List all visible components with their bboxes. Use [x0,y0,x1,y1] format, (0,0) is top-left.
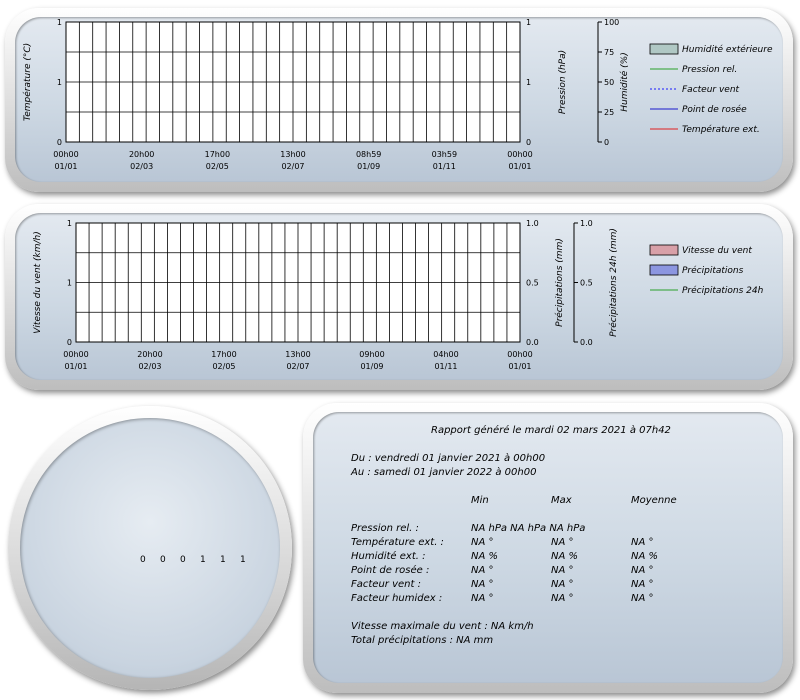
report-row-min: NA ° [471,579,494,590]
y-right1-tick-label: 1 [526,78,532,87]
x-tick-date: 01/01 [64,362,88,371]
dial-digit: 1 [220,555,226,565]
y-right1-axis-title: Pression (hPa) [558,49,568,115]
y-right1-tick-label: 0 [526,138,532,147]
wind-dial-inner [20,418,280,678]
report-row-max: NA ° [551,565,574,576]
x-tick-date: 02/05 [205,162,229,171]
report-row-avg: NA % [631,551,659,562]
report-row-max: NA % [551,551,579,562]
legend-label: Facteur vent [682,85,740,95]
x-tick-time: 00h00 [507,350,533,359]
report-row-max: NA ° [551,537,574,548]
legend-label: Précipitations [682,266,744,276]
report-row-min: NA % [471,551,499,562]
y-left-tick-label: 0 [66,338,72,347]
y-right2-tick-label: 0.5 [580,278,593,288]
report-col-avg: Moyenne [631,495,677,506]
x-tick-time: 13h00 [280,150,306,159]
x-tick-date: 01/09 [360,362,384,371]
x-tick-date: 02/07 [286,362,310,371]
report-row-min: NA hPa NA hPa NA hPa [471,523,586,534]
x-tick-time: 17h00 [211,350,237,359]
x-tick-time: 03h59 [431,150,458,159]
y-left-tick-label: 1 [56,78,62,87]
report-row-label: Température ext. : [351,537,444,548]
report-panel [303,403,793,693]
legend-label: Point de rosée [682,105,747,115]
legend-label: Pression rel. [682,65,738,75]
x-tick-time: 04h00 [433,350,459,359]
x-tick-time: 08h59 [355,150,382,159]
legend-label: Vitesse du vent [682,246,752,256]
report-row-max: NA ° [551,579,574,590]
y-left-axis-title: Température (°C) [23,42,33,122]
report-row-max: NA ° [551,593,574,604]
y-right1-tick-label: 0.0 [526,338,539,347]
report-total-rain: Total précipitations : NA mm [351,635,494,646]
x-tick-time: 13h00 [285,350,311,359]
y-right2-tick-label: 0.0 [580,338,593,347]
x-tick-time: 17h00 [204,150,231,159]
x-tick-date: 01/01 [54,162,78,171]
y-right1-axis-title: Précipitations (mm) [555,238,565,327]
y-right2-tick-label: 75 [604,48,615,57]
dial-digit: 1 [200,555,206,565]
y-right2-tick-label: 0 [604,138,610,147]
x-tick-time: 00h00 [63,350,89,359]
report-row-label: Humidité ext. : [351,551,426,562]
report-row-min: NA ° [471,593,494,604]
x-tick-time: 00h00 [53,150,79,159]
report-row-label: Facteur humidex : [351,593,443,604]
report-row-label: Point de rosée : [351,565,430,576]
report-col-max: Max [551,495,572,506]
report-row-avg: NA ° [631,565,654,576]
y-left-tick-label: 1 [66,219,72,228]
x-tick-date: 01/11 [434,362,458,371]
x-tick-date: 02/03 [138,362,162,371]
legend-label: Température ext. [682,125,760,135]
report-title: Rapport généré le mardi 02 mars 2021 à 07h42 [431,425,671,436]
report-col-min: Min [471,495,489,506]
x-tick-time: 09h00 [359,350,385,359]
wind-dial-panel [8,406,292,690]
x-tick-time: 00h00 [507,150,533,159]
y-right1-tick-label: 1.0 [526,219,539,228]
y-right2-tick-label: 25 [604,108,615,117]
y-right2-tick-label: 1.0 [580,219,593,228]
wind-dial-digits [140,555,260,565]
y-left-axis-title: Vitesse du vent (km/h) [33,231,43,334]
report-row-avg: NA ° [631,537,654,548]
x-tick-time: 20h00 [128,150,155,159]
report-max-wind: Vitesse maximale du vent : NA km/h [351,621,534,632]
y-left-tick-label: 1 [56,18,62,27]
x-tick-date: 02/05 [212,362,236,371]
report-row-min: NA ° [471,537,494,548]
y-right2-tick-label: 50 [604,78,615,87]
x-tick-date: 01/09 [357,162,381,171]
legend-label: Précipitations 24h [682,286,764,296]
x-tick-date: 02/03 [130,162,154,171]
report-row-label: Pression rel. : [351,523,419,534]
x-tick-time: 20h00 [137,350,163,359]
y-right2-axis-title: Précipitations 24h (mm) [609,228,619,337]
legend-label: Humidité extérieure [682,45,773,55]
report-row-min: NA ° [471,565,494,576]
x-tick-date: 02/07 [281,162,305,171]
dial-digit: 0 [180,555,186,565]
x-tick-date: 01/01 [508,162,532,171]
y-right1-tick-label: 1 [526,18,532,27]
dial-digit: 0 [140,555,146,565]
report-from: Du : vendredi 01 janvier 2021 à 00h00 [351,453,546,464]
x-tick-date: 01/11 [432,162,456,171]
y-right2-tick-label: 100 [604,18,620,27]
x-tick-date: 01/01 [508,362,532,371]
y-left-tick-label: 0 [56,138,62,147]
legend-swatch [650,245,678,255]
y-right2-axis-title: Humidité (%) [620,52,630,112]
dial-digit: 0 [160,555,166,565]
legend-swatch [650,265,678,275]
y-right1-tick-label: 0.5 [526,278,539,288]
report-row-label: Facteur vent : [351,579,421,590]
y-left-tick-label: 1 [66,278,72,288]
report-to: Au : samedi 01 janvier 2022 à 00h00 [351,467,537,478]
report-row-avg: NA ° [631,593,654,604]
report-row-avg: NA ° [631,579,654,590]
dial-digit: 1 [240,555,246,565]
